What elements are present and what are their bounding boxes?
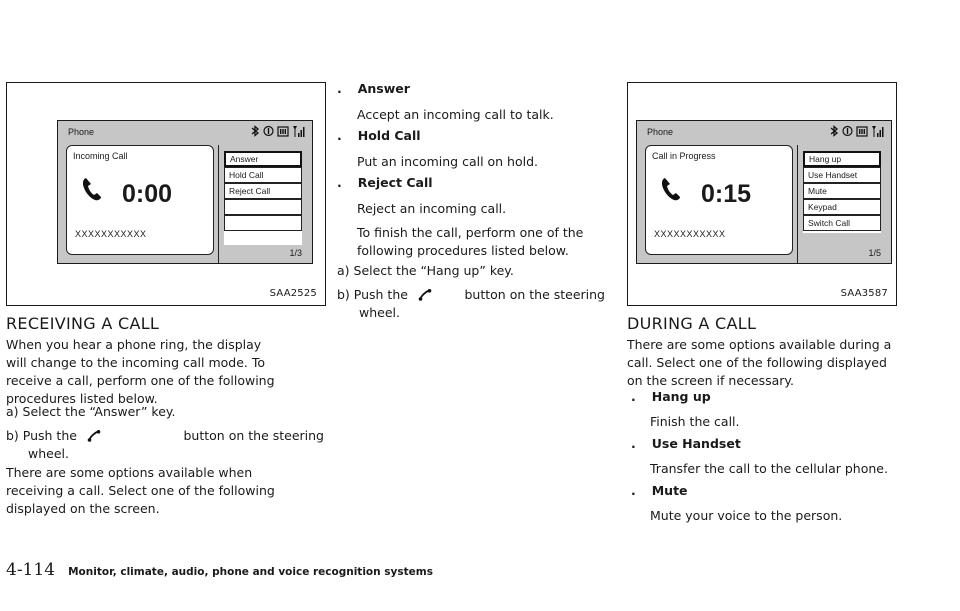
phone-connect-icon xyxy=(842,125,853,137)
bullet: . xyxy=(631,389,636,404)
page-footer xyxy=(6,560,433,580)
option-desc: Accept an incoming call to talk. xyxy=(357,107,554,122)
call-status-label: Incoming Call xyxy=(73,151,128,161)
text-line: receive a call, perform one of the following xyxy=(6,373,275,388)
menu-item-hold-call[interactable]: Hold Call xyxy=(224,167,302,183)
call-timer: 0:15 xyxy=(701,180,752,208)
receiving-step-b xyxy=(6,427,324,463)
option-term: Use Handset xyxy=(651,436,741,451)
text-line: displayed on the screen. xyxy=(6,501,160,516)
phone-handset-icon xyxy=(81,176,103,202)
page-number: 4-114 xyxy=(6,560,56,580)
option-term: Hold Call xyxy=(357,128,421,143)
option-item-answer xyxy=(337,80,410,98)
call-info-panel xyxy=(645,145,793,255)
option-item-hold-call xyxy=(337,127,421,145)
status-icons xyxy=(830,125,885,137)
panel-divider xyxy=(218,145,219,263)
menu-item-switch-call[interactable]: Switch Call xyxy=(803,215,881,231)
text-line: procedures listed below. xyxy=(6,391,158,406)
panel-divider xyxy=(797,145,798,263)
signal-icon xyxy=(292,125,306,137)
option-desc: Mute your voice to the person. xyxy=(650,508,843,523)
text-line: When you hear a phone ring, the display xyxy=(6,337,262,352)
call-info-panel xyxy=(66,145,214,255)
during-item-use-handset xyxy=(631,435,741,453)
menu-item-empty xyxy=(224,199,302,215)
screen-title: Phone xyxy=(647,127,674,137)
text-line: There are some options available during a xyxy=(627,337,892,352)
finish-step-a: a) Select the “Hang up” key. xyxy=(337,263,514,278)
during-item-hang-up xyxy=(631,388,711,406)
option-term: Hang up xyxy=(651,389,711,404)
text-line: call. Select one of the following displayed xyxy=(627,355,887,370)
menu-item-answer[interactable]: Answer xyxy=(224,151,302,167)
figure-call-in-progress xyxy=(627,82,897,306)
option-term: Mute xyxy=(651,483,688,498)
option-desc: Reject an incoming call. xyxy=(357,201,507,216)
option-desc: Finish the call. xyxy=(650,414,740,429)
figure-id: SAA3587 xyxy=(840,288,888,299)
bullet: . xyxy=(337,175,342,190)
call-status-label: Call in Progress xyxy=(652,151,716,161)
bluetooth-icon xyxy=(251,125,260,137)
finish-call-text xyxy=(357,224,583,260)
option-term: Reject Call xyxy=(357,175,433,190)
menu-item-keypad[interactable]: Keypad xyxy=(803,199,881,215)
receiving-intro xyxy=(6,336,275,408)
text-line: receiving a call. Select one of the following xyxy=(6,483,275,498)
bullet: . xyxy=(631,436,636,451)
receiving-step-a: a) Select the “Answer” key. xyxy=(6,404,176,419)
call-menu xyxy=(224,151,302,245)
steering-phone-button-icon xyxy=(87,430,101,442)
text-line: will change to the incoming call mode. To xyxy=(6,355,266,370)
phone-screen xyxy=(57,120,313,264)
status-icons xyxy=(251,125,306,137)
option-item-reject-call xyxy=(337,174,433,192)
bluetooth-icon xyxy=(830,125,839,137)
call-menu xyxy=(803,151,881,233)
text-line: button on the steering xyxy=(183,428,324,443)
finish-step-b xyxy=(337,286,605,322)
bullet: . xyxy=(337,81,342,96)
text-line: wheel. xyxy=(359,305,400,320)
page-indicator: 1/5 xyxy=(868,248,881,258)
menu-item-reject-call[interactable]: Reject Call xyxy=(224,183,302,199)
text-line: on the screen if necessary. xyxy=(627,373,794,388)
steering-phone-button-icon xyxy=(418,289,432,301)
caller-number: XXXXXXXXXXX xyxy=(75,229,147,239)
section-heading-receiving: RECEIVING A CALL xyxy=(6,314,160,333)
menu-item-hang-up[interactable]: Hang up xyxy=(803,151,881,167)
during-intro xyxy=(627,336,891,390)
section-heading-during: DURING A CALL xyxy=(627,314,757,333)
phone-handset-icon xyxy=(660,176,682,202)
figure-incoming-call xyxy=(6,82,326,306)
text-line: following procedures listed below. xyxy=(357,243,569,258)
menu-item-empty xyxy=(224,215,302,231)
option-term: Answer xyxy=(357,81,410,96)
signal-icon xyxy=(871,125,885,137)
receiving-options-intro xyxy=(6,464,275,518)
text-line: b) Push the xyxy=(337,287,408,302)
battery-icon xyxy=(277,125,289,137)
footer-title: Monitor, climate, audio, phone and voice recognition systems xyxy=(68,566,433,578)
menu-item-use-handset[interactable]: Use Handset xyxy=(803,167,881,183)
during-item-mute xyxy=(631,482,688,500)
text-line: There are some options available when xyxy=(6,465,253,480)
option-desc: Transfer the call to the cellular phone. xyxy=(650,461,888,476)
bullet: . xyxy=(337,128,342,143)
text-line: To finish the call, perform one of the xyxy=(357,225,584,240)
text-line: b) Push the xyxy=(6,428,77,443)
page-indicator: 1/3 xyxy=(289,248,302,258)
option-desc: Put an incoming call on hold. xyxy=(357,154,539,169)
phone-connect-icon xyxy=(263,125,274,137)
caller-number: XXXXXXXXXXX xyxy=(654,229,726,239)
call-timer: 0:00 xyxy=(122,180,173,208)
battery-icon xyxy=(856,125,868,137)
figure-id: SAA2525 xyxy=(269,288,317,299)
screen-title: Phone xyxy=(68,127,95,137)
bullet: . xyxy=(631,483,636,498)
text-line: button on the steering xyxy=(464,287,605,302)
menu-item-mute[interactable]: Mute xyxy=(803,183,881,199)
text-line: wheel. xyxy=(28,446,69,461)
phone-screen xyxy=(636,120,892,264)
